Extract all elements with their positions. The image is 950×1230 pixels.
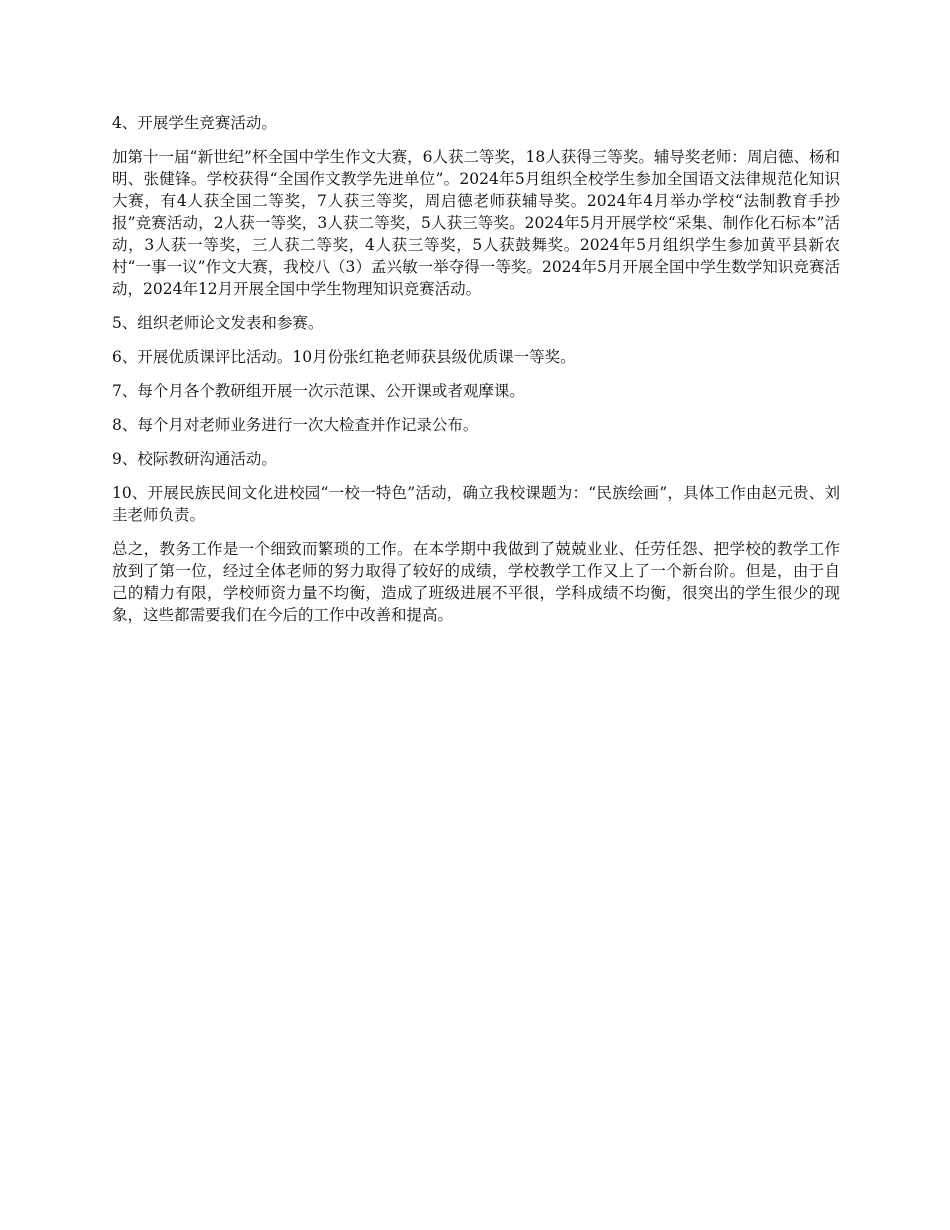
paragraph-item-6: 6、开展优质课评比活动。10月份张红艳老师获县级优质课一等奖。 bbox=[112, 348, 576, 366]
paragraph-item-8: 8、每个月对老师业务进行一次大检查并作记录公布。 bbox=[112, 416, 479, 434]
paragraph-summary: 总之，教务工作是一个细致而繁琐的工作。在本学期中我做到了兢兢业业、任劳任怨、把学校的教学工作放到了第一位，经过全体老师的努力取得了较好的成绩，学校教学工作又上了一个新台阶。但是，由于自己的精力有限，学校师资力量不均衡，造成了班级进展不平很，学科成绩不均衡，很突出的学生很少的现象，这些都需要我们在今后的工作中改善和提高。 bbox=[112, 540, 840, 624]
paragraph-item-10: 10、开展民族民间文化进校园“一校一特色”活动，确立我校课题为：“民族绘画”，具体工作由赵元贵、刘圭老师负责。 bbox=[112, 484, 840, 524]
paragraph-item-7: 7、每个月各个教研组开展一次示范课、公开课或者观摩课。 bbox=[112, 382, 525, 400]
paragraph-item-4: 4、开展学生竞赛活动。 bbox=[112, 114, 277, 132]
paragraph-competition-results: 加第十一届“新世纪”杯全国中学生作文大赛，6人获二等奖，18人获得三等奖。辅导奖老师：周启德、杨和明、张健锋。学校获得“全国作文教学先进单位”。2024年5月组织全校学生参加全国语文法律规范化知识大赛，有4人获全国二等奖，7人获三等奖，周启德老师获辅导奖。2024年4月举办学校“法制教育手抄报”竞赛活动，2人获一等奖，3人获二等奖，5人获三等奖。2024年5月开展学校“采集、制作化石标本”活动，3人获一等奖，三人获二等奖，4人获三等奖，5人获鼓舞奖。2024年5月组织学生参加黄平县新农村“一事一议”作文大赛，我校八（3）孟兴敏一举夺得一等奖。2024年5月开展全国中学生数学知识竞赛活动，2024年12月开展全国中学生物理知识竞赛活动。 bbox=[112, 148, 840, 298]
paragraph-item-9: 9、校际教研沟通活动。 bbox=[112, 450, 277, 468]
paragraph-item-5: 5、组织老师论文发表和参赛。 bbox=[112, 314, 324, 332]
document-body bbox=[112, 112, 840, 638]
